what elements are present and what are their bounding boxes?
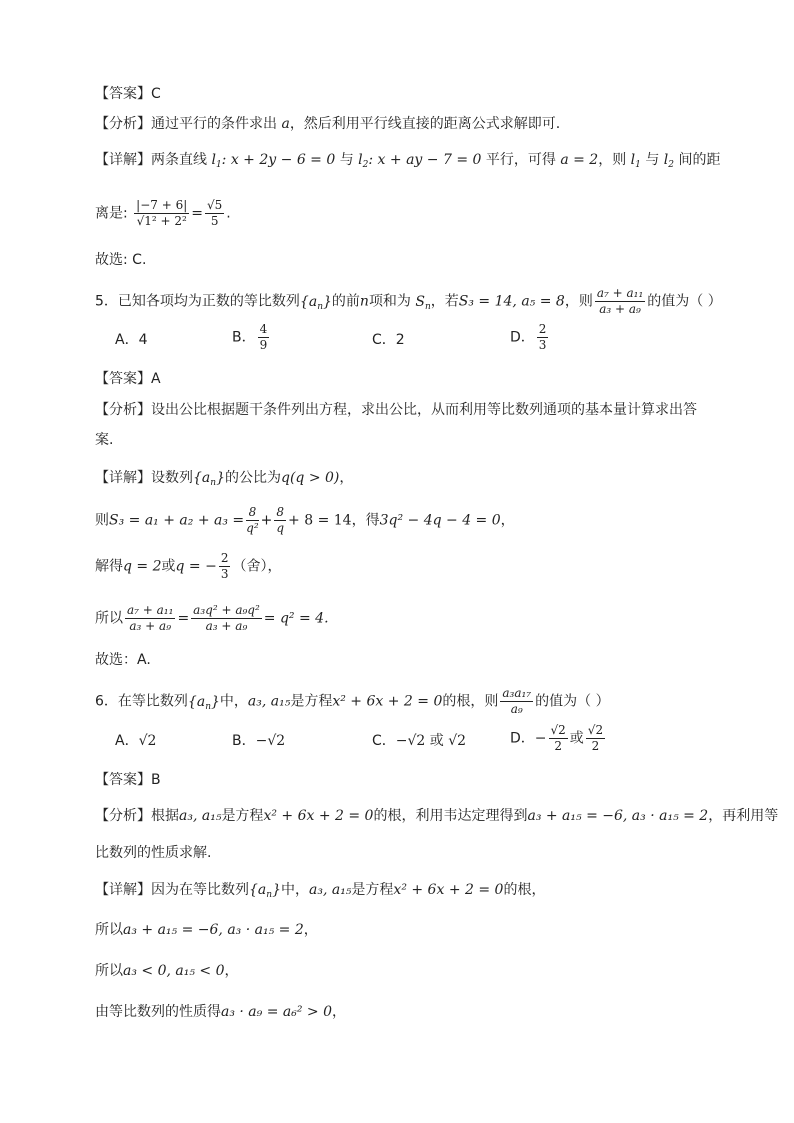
frac-num: 4 xyxy=(259,322,268,336)
text: ，得 xyxy=(351,512,380,529)
text: 间的距 xyxy=(678,152,721,168)
frac-num: a₃a₁₇ xyxy=(502,686,532,700)
frac-num: a₇ + a₁₁ xyxy=(596,286,644,300)
q5-option-c[interactable]: C．2 xyxy=(372,332,405,348)
math-equation: x² + 6x + 2 = 0 xyxy=(393,882,504,898)
text: 所以 xyxy=(95,610,123,627)
frac-num: a₃q² + a₉q² xyxy=(193,603,260,617)
math-l2: $l_2$ xyxy=(663,152,675,170)
text: ，则 xyxy=(598,152,627,168)
text: ， xyxy=(332,1004,347,1020)
text: 解得 xyxy=(95,558,123,575)
text: 两条直线 xyxy=(151,152,207,168)
math: −√2 或 √2 xyxy=(395,733,467,749)
text: ，若 xyxy=(430,293,459,310)
math: + 8 = 14 xyxy=(288,512,352,529)
frac-den: 3 xyxy=(538,338,547,352)
frac-den: 9 xyxy=(259,338,268,352)
frac-den: q xyxy=(276,521,285,535)
text: 的根，则 xyxy=(442,693,499,710)
text: （舍）， xyxy=(232,558,282,575)
q6-analysis-line-2: 比数列的性质求解. xyxy=(95,845,212,861)
text: 或 xyxy=(161,558,176,575)
q4-distance-line: 离是: $\frac{|-7 + 6|}{\text{√1² + 2²}}$ = $\frac{√5}{5}$ . xyxy=(95,198,231,228)
text: 是方程 xyxy=(351,882,394,898)
detail-label: 【详解】 xyxy=(95,470,151,486)
answer-value: B xyxy=(151,772,161,788)
math-q: q(q > 0) xyxy=(280,470,340,486)
text: 的根，利用韦达定理得到 xyxy=(373,808,528,824)
text: 离是: xyxy=(95,205,128,222)
math-l2: $l_2$ xyxy=(358,152,369,170)
frac-den: a₉ xyxy=(510,702,523,716)
q5-fraction xyxy=(595,286,645,317)
q6-analysis-line xyxy=(95,806,778,826)
q5-detail-line-3 xyxy=(95,551,281,582)
math-seq: $\{a_n\}$ xyxy=(187,693,220,712)
analysis-label: 【分析】 xyxy=(95,808,151,824)
text: ， xyxy=(303,922,318,938)
q6-option-d[interactable] xyxy=(510,723,607,754)
text: ，然后利用平行线直接的距离公式求解即可. xyxy=(289,116,561,132)
distance-result xyxy=(205,198,224,229)
text: 的值为（ ） xyxy=(647,293,722,310)
math: q = 2 xyxy=(123,558,162,575)
q6-fraction xyxy=(500,686,533,717)
analysis-label: 【分析】 xyxy=(95,116,151,132)
math-a-value: a = 2 xyxy=(560,152,599,168)
math: a₃, a₁₅ xyxy=(308,882,352,898)
answer-value: C xyxy=(151,86,161,102)
text: 所以 xyxy=(95,963,123,979)
text: 是方程 xyxy=(221,808,264,824)
q6-option-b[interactable] xyxy=(232,731,285,751)
text: 中， xyxy=(280,882,309,898)
q6-detail-line-3 xyxy=(95,961,239,981)
text: 与 xyxy=(645,152,660,168)
q5-detail-line-2: 则S₃ = a₁ + a₂ + a₃ = $\frac{8}{\text{q²}}$ + $\frac{8}{q}$ + 8 = 14，得3q² − 4q − 4 = 0， xyxy=(95,505,515,535)
math: q = − xyxy=(175,558,217,575)
frac-den: a₃ + a₉ xyxy=(599,302,641,316)
option-fraction xyxy=(549,723,568,754)
text: 是方程 xyxy=(290,693,333,710)
frac-num: √5 xyxy=(207,198,223,212)
fraction xyxy=(125,603,175,634)
text: 5．已知各项均为正数的等比数列 xyxy=(95,293,300,310)
text: 因为在等比数列 xyxy=(151,882,249,898)
text: 通过平行的条件求出 xyxy=(151,116,277,132)
text: ， xyxy=(224,963,239,979)
q4-answer-line xyxy=(95,84,161,104)
q6-detail-line xyxy=(95,880,545,905)
frac-num: 2 xyxy=(538,322,547,336)
frac-den: a₃ + a₉ xyxy=(129,619,172,633)
option-fraction xyxy=(258,322,270,353)
q4-detail-line xyxy=(95,150,720,175)
frac-den: 5 xyxy=(210,214,219,228)
text: B． xyxy=(232,733,256,749)
q5-option-d[interactable] xyxy=(510,322,550,353)
fraction xyxy=(246,505,259,536)
q6-detail-line-2 xyxy=(95,920,318,940)
answer-label: 【答案】 xyxy=(95,772,151,788)
q6-option-a[interactable] xyxy=(115,731,156,751)
math: − xyxy=(534,730,547,747)
math-condition: S₃ = 14, a₅ = 8 xyxy=(458,293,565,310)
math-l1-eq: : x + 2y − 6 = 0 xyxy=(221,152,336,168)
math: a₃ < 0, a₁₅ < 0 xyxy=(123,963,225,979)
analysis-label: 【分析】 xyxy=(95,402,151,418)
math-a: a xyxy=(281,116,290,132)
text: 项和为 xyxy=(368,293,411,310)
math: a₃ · a₉ = a₆² > 0 xyxy=(221,1004,333,1020)
text: ， xyxy=(339,470,354,486)
text: 或 xyxy=(569,730,584,747)
q6-detail-line-4 xyxy=(95,1002,346,1022)
math-equation: x² + 6x + 2 = 0 xyxy=(332,693,443,710)
q5-detail-line-4: 所以 $\frac{\text{a₇ + a₁₁}}{\text{a₃ + a₉}}$ = $\frac{\text{a₃q² + a₉q²}}{\text{a₃ + a₉}}$ = q² = 4. xyxy=(95,603,329,633)
q5-analysis-line xyxy=(95,400,697,420)
math-seq: $\{a_n\}$ xyxy=(249,882,281,900)
text: ，则 xyxy=(564,293,593,310)
distance-fraction xyxy=(134,198,189,229)
math-l1: $l_1$ xyxy=(211,152,222,170)
math-seq: $\{a_n\}$ xyxy=(193,470,225,488)
fraction xyxy=(274,505,286,536)
math: a₃, a₁₅ xyxy=(247,693,291,710)
text: D． xyxy=(510,730,535,747)
option-fraction xyxy=(537,322,549,353)
q5-analysis-line-2: 案. xyxy=(95,432,114,448)
q5-answer-line xyxy=(95,369,161,389)
text: 所以 xyxy=(95,922,123,938)
math: = q² = 4. xyxy=(263,610,329,627)
math-equation: 3q² − 4q − 4 = 0 xyxy=(379,512,501,529)
frac-num: √2 xyxy=(587,723,604,737)
detail-label: 【详解】 xyxy=(95,882,151,898)
text: 与 xyxy=(339,152,354,168)
q5-stem xyxy=(95,286,722,317)
math-seq: $\{a_n\}$ xyxy=(299,293,332,312)
frac-den: a₃ + a₉ xyxy=(205,619,248,633)
text: ，再利用等 xyxy=(708,808,779,824)
frac-den: 2 xyxy=(591,739,600,753)
detail-label: 【详解】 xyxy=(95,152,151,168)
answer-label: 【答案】 xyxy=(95,371,151,387)
q5-option-a[interactable]: A．4 xyxy=(115,332,148,348)
frac-den: 3 xyxy=(220,567,229,581)
text: 根据 xyxy=(151,808,179,824)
fraction xyxy=(191,603,262,634)
frac-num: 8 xyxy=(246,505,259,521)
math-l2-eq: : x + ay − 7 = 0 xyxy=(368,152,482,168)
text: 的前 xyxy=(331,293,360,310)
frac-den: 2 xyxy=(554,739,562,753)
q4-conclusion: 故选: C. xyxy=(95,252,147,268)
text: 设出公比根据题干条件列出方程，求出公比，从而利用等比数列通项的基本量计算求出答 xyxy=(151,402,697,418)
text: 6．在等比数列 xyxy=(95,693,188,710)
frac-den: √1² + 2² xyxy=(136,214,187,228)
text: D． xyxy=(510,329,535,346)
option-fraction xyxy=(586,723,605,754)
text: 的公比为 xyxy=(224,470,281,486)
fraction xyxy=(219,551,231,582)
math-equation: x² + 6x + 2 = 0 xyxy=(263,808,374,824)
text: C． xyxy=(372,733,396,749)
frac-num: a₇ + a₁₁ xyxy=(127,603,174,617)
text: 则 xyxy=(95,512,109,529)
math-l1: $l_1$ xyxy=(630,152,641,170)
frac-num: √2 xyxy=(550,723,566,737)
math: a₃ + a₁₅ = −6, a₃ · a₁₅ = 2 xyxy=(123,922,304,938)
text: ， xyxy=(500,512,515,529)
text: B． xyxy=(232,329,256,346)
math: a₃ + a₁₅ = −6, a₃ · a₁₅ = 2 xyxy=(527,808,709,824)
q6-answer-line xyxy=(95,770,161,790)
q5-detail-line xyxy=(95,468,353,493)
math: a₃, a₁₅ xyxy=(179,808,222,824)
math-sum: S₃ = a₁ + a₂ + a₃ = xyxy=(109,512,245,529)
math: −√2 xyxy=(255,733,286,749)
text: A． xyxy=(115,733,139,749)
text: 平行，可得 xyxy=(485,152,556,168)
answer-label: 【答案】 xyxy=(95,86,151,102)
text: 由等比数列的性质得 xyxy=(95,1004,221,1020)
frac-num: |−7 + 6| xyxy=(136,198,188,212)
math: √2 xyxy=(138,733,157,749)
answer-value: A xyxy=(151,371,161,387)
math-sn: $S_n$ xyxy=(415,293,431,312)
q4-analysis-line xyxy=(95,114,560,134)
text: 的值为（ ） xyxy=(535,693,610,710)
q5-conclusion: 故选：A. xyxy=(95,652,151,668)
q5-option-b[interactable] xyxy=(232,322,271,353)
frac-num: 2 xyxy=(220,551,229,565)
text: 的根， xyxy=(503,882,546,898)
q6-stem xyxy=(95,686,610,717)
text: 设数列 xyxy=(151,470,193,486)
frac-num: 8 xyxy=(276,505,285,519)
math-n: n xyxy=(359,293,369,310)
q6-option-c[interactable] xyxy=(372,731,466,751)
text: 中， xyxy=(219,693,248,710)
frac-den: q² xyxy=(246,521,259,535)
